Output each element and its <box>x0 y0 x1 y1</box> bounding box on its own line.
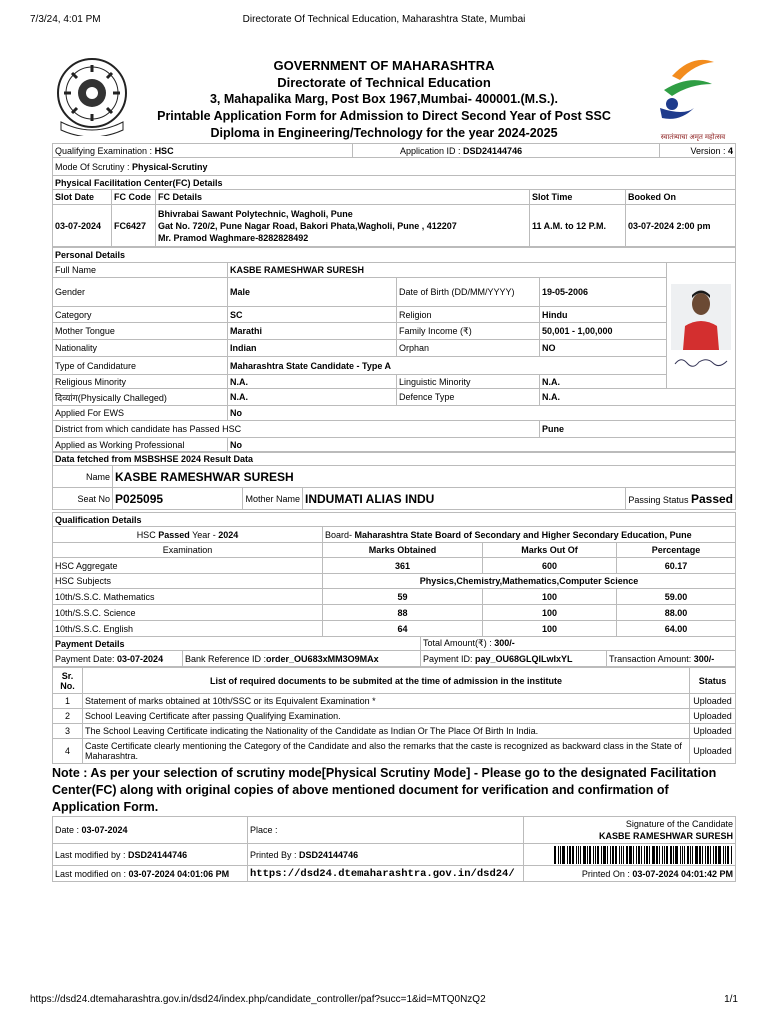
qual-header-marks-obtained: Marks Obtained <box>323 543 483 558</box>
barcode-bar <box>699 846 701 864</box>
portal-url: https://dsd24.dtemaharashtra.gov.in/dsd24/ <box>248 866 524 882</box>
barcode-bar <box>731 846 732 864</box>
application-barcode <box>526 846 733 864</box>
barcode-bar <box>690 846 691 864</box>
seat-no-value: P025095 <box>113 488 243 510</box>
hsc-aggregate-row: HSC Aggregate 361 600 60.17 <box>53 558 736 574</box>
mother-tongue-value: Marathi <box>228 323 397 340</box>
transaction-amount: Transaction Amount: 300/- <box>607 651 736 667</box>
barcode-bar <box>589 846 591 864</box>
barcode-bar <box>684 846 685 864</box>
mother-name-label: Mother Name <box>243 488 303 510</box>
fc-booked-on: 03-07-2024 2:00 pm <box>626 205 736 247</box>
barcode-bar <box>595 846 596 864</box>
table-row: 1 Statement of marks obtained at 10th/SSC or its Equivalent Examination * Uploaded <box>53 694 736 709</box>
mode-of-scrutiny: Mode Of Scrutiny : Physical-Scrutiny <box>53 158 736 176</box>
full-name-value: KASBE RAMESHWAR SURESH <box>228 263 667 278</box>
printed-on: Printed On : 03-07-2024 04:01:42 PM <box>524 866 736 882</box>
table-row: 10th/S.S.C. Science 88 100 88.00 <box>53 605 736 621</box>
barcode-bar <box>675 846 678 864</box>
full-name-label: Full Name <box>53 263 228 278</box>
barcode-bar <box>603 846 606 864</box>
fc-details <box>156 205 530 247</box>
total-amount: Total Amount(₹) : 300/- <box>421 637 736 651</box>
barcode-bar <box>718 846 721 864</box>
fc-institute: Bhivrabai Sawant Polytechnic, Wagholi, Pune <box>158 208 353 219</box>
barcode-bar <box>702 846 703 864</box>
defence-type-label: Defence Type <box>397 389 540 406</box>
form-place: Place : <box>248 817 524 844</box>
barcode-bar <box>572 846 574 864</box>
barcode-bar <box>715 846 717 864</box>
barcode-bar <box>587 846 588 864</box>
barcode-bar <box>607 846 608 864</box>
candidature-label: Type of Candidature <box>53 357 228 375</box>
barcode-bar <box>670 846 672 864</box>
working-professional-value: No <box>228 438 736 453</box>
dte-emblem-logo <box>53 56 131 136</box>
barcode-bar <box>692 846 693 864</box>
barcode-bar <box>707 846 709 864</box>
barcode-bar <box>636 846 637 864</box>
barcode-bar <box>623 846 624 864</box>
linguistic-minority-label: Linguistic Minority <box>397 375 540 389</box>
passing-status <box>626 488 736 510</box>
fc-details-section <box>52 175 735 247</box>
religious-minority-value: N.A. <box>228 375 397 389</box>
mother-name-value: INDUMATI ALIAS INDU <box>303 488 626 510</box>
barcode-bar <box>554 846 556 864</box>
payment-section <box>52 636 735 667</box>
fc-contact: Mr. Pramod Waghmare-8282828492 <box>158 232 309 243</box>
barcode-bar <box>652 846 655 864</box>
qualification-section-title: Qualification Details <box>53 513 736 527</box>
print-header <box>30 14 738 28</box>
barcode-bar <box>621 846 622 864</box>
barcode-bar <box>710 846 711 864</box>
document-header <box>150 57 618 142</box>
district-value: Pune <box>540 421 736 438</box>
dob-label: Date of Birth (DD/MM/YYYY) <box>397 278 540 307</box>
barcode-bar <box>664 846 665 864</box>
qual-header-percentage: Percentage <box>617 543 736 558</box>
barcode-bar <box>612 846 614 864</box>
fc-slot-date: 03-07-2024 <box>53 205 112 247</box>
candidate-photo <box>671 284 731 350</box>
table-row: 4 Caste Certificate clearly mentioning the Category of the Candidate and also the remarks that the caste is recognized as backward class in the State of Maharashtra. Uploaded <box>53 739 736 764</box>
barcode-bar <box>644 846 645 864</box>
barcode-bar <box>713 846 714 864</box>
ews-value: No <box>228 406 736 421</box>
application-id: Application ID : DSD24144746 <box>353 144 660 158</box>
barcode-bar <box>567 846 568 864</box>
category-label: Category <box>53 307 228 323</box>
defence-type-value: N.A. <box>540 389 736 406</box>
barcode-bar <box>615 846 617 864</box>
barcode-bar <box>646 846 648 864</box>
signature-label: Signature of the Candidate <box>625 819 733 829</box>
fc-header-slot-time: Slot Time <box>530 190 626 205</box>
passing-status-label: Passing Status <box>628 494 689 505</box>
ews-label: Applied For EWS <box>53 406 228 421</box>
payment-section-title: Payment Details <box>53 637 421 651</box>
candidate-signature-block <box>524 817 736 844</box>
barcode-bar <box>583 846 586 864</box>
barcode-bar <box>629 846 632 864</box>
seat-no-label: Seat No <box>53 488 113 510</box>
barcode-bar <box>601 846 602 864</box>
last-modified-by: Last modified by : DSD24144746 <box>53 844 248 866</box>
barcode-bar <box>682 846 683 864</box>
bank-reference-id: Bank Reference ID :order_OU683xMM3O9MAx <box>183 651 421 667</box>
header-directorate: Directorate of Technical Education <box>277 75 491 90</box>
religion-value: Hindu <box>540 307 667 323</box>
barcode-bar <box>633 846 634 864</box>
barcode-bar <box>727 846 729 864</box>
passing-status-value: Passed <box>690 491 733 506</box>
candidate-photo-signature <box>671 354 731 368</box>
barcode-bar <box>673 846 674 864</box>
payment-date: Payment Date: 03-07-2024 <box>53 651 183 667</box>
amrit-mahotsav-text: स्वातंत्र्याचा अमृत महोत्सव <box>660 134 726 141</box>
fc-code: FC6427 <box>112 205 156 247</box>
barcode-bar <box>659 846 660 864</box>
header-form-title: Printable Application Form for Admission to Direct Second Year of Post SSC <box>157 109 611 123</box>
qualifying-exam: Qualifying Examination : HSC <box>53 144 353 158</box>
orphan-value: NO <box>540 340 667 357</box>
barcode-bar <box>656 846 658 864</box>
print-page-count: 1/1 <box>724 994 738 1005</box>
barcode-bar <box>593 846 594 864</box>
header-address: 3, Mahapalika Marg, Post Box 1967,Mumbai- 400001.(M.S.). <box>209 92 559 106</box>
barcode-bar <box>619 846 620 864</box>
board-name: Board- Maharashtra State Board of Secondary and Higher Secondary Education, Pune <box>323 527 736 543</box>
dob-value: 19-05-2006 <box>540 278 667 307</box>
fc-address: Gat No. 720/2, Pune Nagar Road, Bakori Phata,Wagholi, Pune , 412207 <box>158 220 457 231</box>
physically-challenged-value: N.A. <box>228 389 397 406</box>
print-page-title: Directorate Of Technical Education, Maharashtra State, Mumbai <box>242 14 526 25</box>
category-value: SC <box>228 307 397 323</box>
doc-header-sr-no: Sr. No. <box>53 668 83 694</box>
amrit-mahotsav-logo <box>650 56 736 140</box>
barcode-bar <box>638 846 640 864</box>
personal-section-title: Personal Details <box>53 248 736 263</box>
print-datetime: 7/3/24, 4:01 PM <box>30 14 101 25</box>
barcode-bar <box>597 846 599 864</box>
fc-header-fc-details: FC Details <box>156 190 530 205</box>
header-government: GOVERNMENT OF MAHARASHTRA <box>273 58 495 73</box>
barcode-bar <box>705 846 706 864</box>
candidature-value: Maharashtra State Candidate - Type A <box>228 357 667 375</box>
mother-tongue-label: Mother Tongue <box>53 323 228 340</box>
orphan-label: Orphan <box>397 340 540 357</box>
last-modified-on: Last modified on : 03-07-2024 04:01:06 PM <box>53 866 248 882</box>
barcode-bar <box>560 846 561 864</box>
nationality-value: Indian <box>228 340 397 357</box>
print-footer <box>30 994 738 1005</box>
family-income-label: Family Income (₹) <box>397 323 540 340</box>
table-row: 3 The School Leaving Certificate indicating the Nationality of the Candidate as Indian Or The Place Of Birth In India. Uploaded <box>53 724 736 739</box>
fc-header-booked-on: Booked On <box>626 190 736 205</box>
gender-label: Gender <box>53 278 228 307</box>
result-section-title: Data fetched from MSBSHSE 2024 Result Data <box>53 452 736 466</box>
hsc-passed-year: HSC Passed Year - 2024 <box>53 527 323 543</box>
barcode-bar <box>695 846 698 864</box>
working-professional-label: Applied as Working Professional <box>53 438 228 453</box>
fc-header-slot-date: Slot Date <box>53 190 112 205</box>
signature-section <box>52 816 735 882</box>
barcode-bar <box>626 846 628 864</box>
table-row: 10th/S.S.C. Mathematics 59 100 59.00 <box>53 589 736 605</box>
district-label: District from which candidate has Passed HSC <box>53 421 540 438</box>
result-data-section <box>52 451 735 510</box>
table-row: 2 School Leaving Certificate after passing Qualifying Examination. Uploaded <box>53 709 736 724</box>
application-summary <box>52 143 735 176</box>
barcode-bar <box>666 846 668 864</box>
barcode-bar <box>558 846 559 864</box>
barcode-bar <box>662 846 663 864</box>
barcode-bar <box>580 846 581 864</box>
gender-value: Male <box>228 278 397 307</box>
physically-challenged-label: दिव्यांग(Physically Challeged) <box>53 389 228 406</box>
linguistic-minority-value: N.A. <box>540 375 667 389</box>
barcode-bar <box>687 846 689 864</box>
barcode-cell <box>524 844 736 866</box>
barcode-bar <box>723 846 724 864</box>
result-name-label: Name <box>53 466 113 488</box>
barcode-bar <box>725 846 726 864</box>
barcode-bar <box>680 846 681 864</box>
fc-slot-time: 11 A.M. to 12 P.M. <box>530 205 626 247</box>
scrutiny-note: Note : As per your selection of scrutiny mode[Physical Scrutiny Mode] - Please go to the designated Facilitation Center(FC) along with original copies of above mentioned document for verification and confirmation of Application Form. <box>52 766 717 814</box>
barcode-bar <box>649 846 650 864</box>
barcode-bar <box>569 846 571 864</box>
payment-id: Payment ID: pay_OU68GLQILwIxYL <box>421 651 607 667</box>
qual-header-examination: Examination <box>53 543 323 558</box>
nationality-label: Nationality <box>53 340 228 357</box>
qualification-section <box>52 512 735 637</box>
barcode-bar <box>562 846 565 864</box>
doc-header-status: Status <box>690 668 736 694</box>
doc-header-list: List of required documents to be submited at the time of admission in the institute <box>83 668 690 694</box>
hsc-subjects-value: Physics,Chemistry,Mathematics,Computer Science <box>323 574 736 589</box>
form-version: Version : 4 <box>660 144 736 158</box>
candidate-photo-cell <box>667 263 736 389</box>
table-row: 10th/S.S.C. English 64 100 64.00 <box>53 621 736 637</box>
barcode-bar <box>610 846 611 864</box>
printed-by: Printed By : DSD24144746 <box>248 844 524 866</box>
family-income-value: 50,001 - 1,00,000 <box>540 323 667 340</box>
fc-section-title: Physical Facilitation Center(FC) Details <box>53 176 736 190</box>
barcode-bar <box>641 846 642 864</box>
documents-section <box>52 667 735 764</box>
religion-label: Religion <box>397 307 540 323</box>
qual-header-marks-out-of: Marks Out Of <box>483 543 617 558</box>
barcode-bar <box>576 846 577 864</box>
form-date: Date : 03-07-2024 <box>53 817 248 844</box>
signature-name: KASBE RAMESHWAR SURESH <box>598 831 733 841</box>
religious-minority-label: Religious Minority <box>53 375 228 389</box>
header-diploma-year: Diploma in Engineering/Technology for the year 2024-2025 <box>210 126 558 140</box>
fc-header-fc-code: FC Code <box>112 190 156 205</box>
barcode-bar <box>578 846 579 864</box>
hsc-subjects-label: HSC Subjects <box>53 574 323 589</box>
result-name-value: KASBE RAMESHWAR SURESH <box>113 466 736 488</box>
print-url: https://dsd24.dtemaharashtra.gov.in/dsd24/index.php/candidate_controller/paf?succ=1&id=MTQ0NzQ2 <box>30 994 486 1005</box>
personal-details-section <box>52 247 735 453</box>
